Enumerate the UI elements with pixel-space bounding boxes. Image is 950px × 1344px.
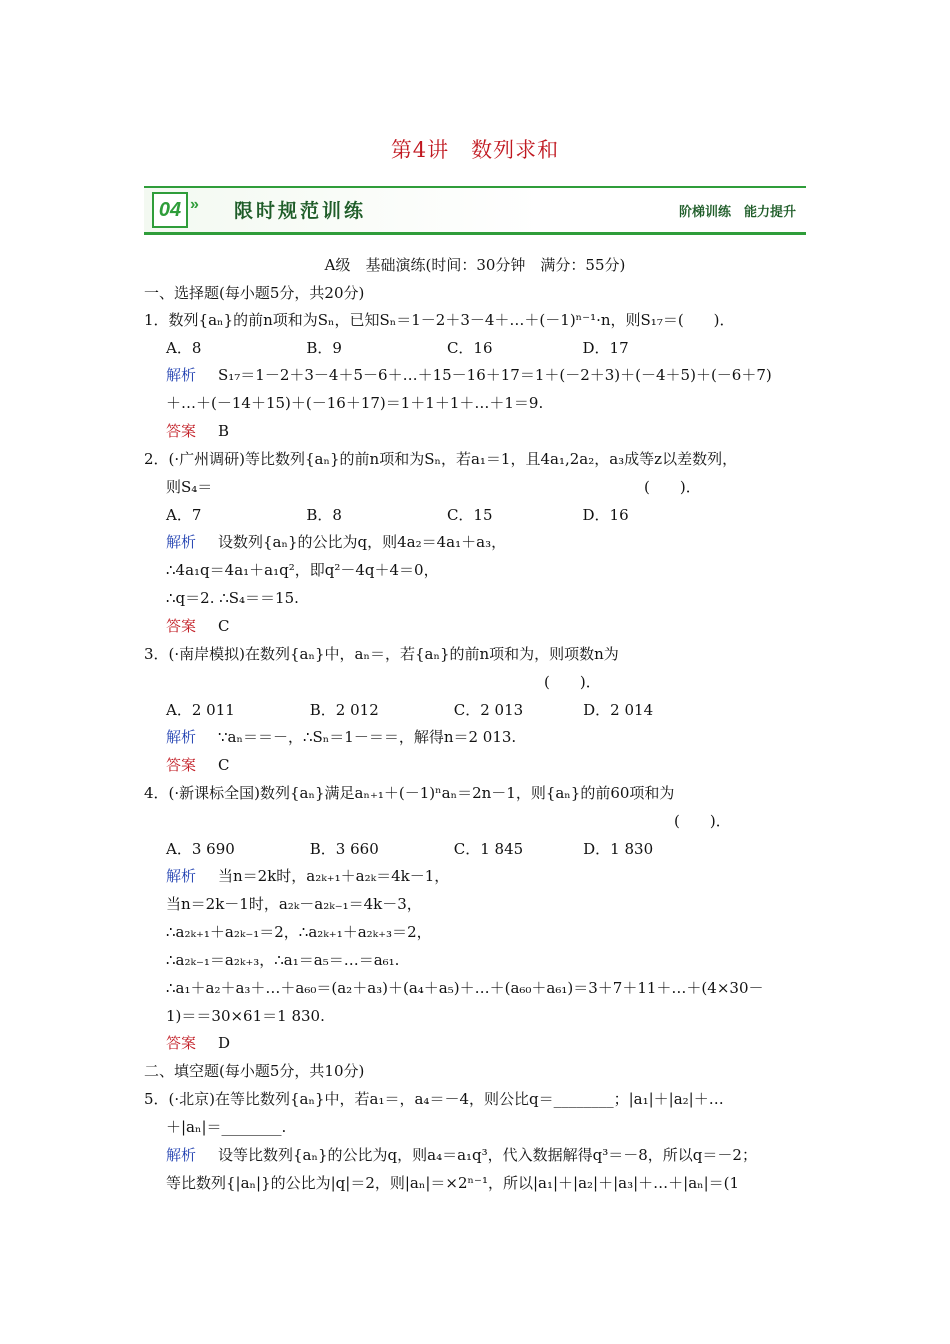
text-line: 2．(·广州调研)等比数列{aₙ}的前n项和为Sₙ，若a₁＝1，且4a₁,2a₂，a₃成等z以差数列， (144, 450, 738, 468)
text-line: ∴a₁＋a₂＋a₃＋…＋a₆₀＝(a₂＋a₃)＋(a₄＋a₅)＋…＋(a₆₀＋a₆₁)＝3＋7＋11＋…＋(4×30－ (166, 979, 764, 997)
text-line: A．7 B．8 C．15 D．16 (166, 506, 629, 524)
text-line: ∵aₙ＝＝－，∴Sₙ＝1－＝＝，解得n＝2 013. (218, 728, 517, 746)
chevron-icon: » (190, 196, 199, 213)
answer-label: 答案 (166, 756, 197, 774)
text-line: A．3 690 B．3 660 C．1 845 D．1 830 (166, 840, 654, 858)
text-line: 等比数列{|aₙ|}的公比为|q|＝2，则|aₙ|＝×2ⁿ⁻¹，所以|a₁|＋|a₂|＋|a₃|＋…＋|aₙ|＝(1 (166, 1174, 740, 1192)
answer-label: 答案 (166, 422, 197, 440)
text-line: 1．数列{aₙ}的前n项和为Sₙ，已知Sₙ＝1－2＋3－4＋…＋(－1)ⁿ⁻¹·n，则S₁₇＝( )． (144, 311, 735, 329)
section-banner (144, 186, 806, 235)
text-line: ( )． (674, 812, 731, 830)
text-line: S₁₇＝1－2＋3－4＋5－6＋…＋15－16＋17＝1＋(－2＋3)＋(－4＋5)＋(－6＋7) (218, 366, 772, 384)
banner-title: 限时规范训练 (234, 200, 367, 222)
answer-label: 答案 (166, 617, 197, 635)
text-line: 4．(·新课标全国)数列{aₙ}满足aₙ₊₁＋(－1)ⁿaₙ＝2n－1，则{aₙ}的前60项和为 (144, 784, 675, 802)
level-heading: A级 基础演练(时间：30分钟 满分：55分) (324, 256, 626, 274)
text-line: 则S₄＝ (166, 478, 213, 496)
text-line: C (218, 617, 230, 635)
text-line: A．8 B．9 C．16 D．17 (166, 339, 629, 357)
analysis-label: 解析 (166, 728, 197, 746)
analysis-label: 解析 (166, 366, 197, 384)
text-line: ( )． (644, 478, 701, 496)
text-line: ∴a₂ₖ₊₁＋a₂ₖ₋₁＝2，∴a₂ₖ₊₁＋a₂ₖ₊₃＝2， (166, 923, 432, 941)
text-line: ( )． (544, 673, 601, 691)
text-line: ＋|aₙ|＝________. (166, 1118, 287, 1136)
text-line: 设等比数列{aₙ}的公比为q，则a₄＝a₁q³，代入数据解得q³＝－8，所以q＝－2； (218, 1146, 757, 1164)
text-line: 当n＝2k－1时，a₂ₖ－a₂ₖ₋₁＝4k－3， (166, 895, 422, 913)
text-line: D (218, 1034, 231, 1052)
section-number-badge: 04 (152, 192, 188, 228)
analysis-label: 解析 (166, 533, 197, 551)
analysis-label: 解析 (166, 867, 197, 885)
answer-label: 答案 (166, 1034, 197, 1052)
text-line: A．2 011 B．2 012 C．2 013 D．2 014 (166, 701, 654, 719)
text-line: ＋…＋(－14＋15)＋(－16＋17)＝1＋1＋1＋…＋1＝9. (166, 394, 544, 412)
text-line: ∴4a₁q＝4a₁＋a₁q²，即q²－4q＋4＝0， (166, 561, 439, 579)
text-line: 设数列{aₙ}的公比为q，则4a₂＝4a₁＋a₃， (218, 533, 507, 551)
text-line: ∴q＝2. ∴S₄＝＝15. (166, 589, 299, 607)
analysis-label: 解析 (166, 1146, 197, 1164)
text-line: ∴a₂ₖ₋₁＝a₂ₖ₊₃，∴a₁＝a₅＝…＝a₆₁. (166, 951, 400, 969)
text-line: 1)＝＝30×61＝1 830. (166, 1007, 325, 1025)
text-line: 二、填空题(每小题5分，共10分) (144, 1062, 365, 1080)
text-line: C (218, 756, 230, 774)
page-title: 第4讲 数列求和 (390, 138, 560, 162)
text-line: 当n＝2k时，a₂ₖ₊₁＋a₂ₖ＝4k－1， (218, 867, 450, 885)
text-line: 5．(·北京)在等比数列{aₙ}中，若a₁＝，a₄＝－4，则公比q＝________；|a₁|＋|a₂|＋… (144, 1090, 724, 1108)
text-line: B (218, 422, 230, 440)
text-line: 3．(·南岸模拟)在数列{aₙ}中，aₙ＝，若{aₙ}的前n项和为，则项数n为 (144, 645, 619, 663)
text-line: 一、选择题(每小题5分，共20分) (144, 284, 365, 302)
banner-subtitle: 阶梯训练 能力提升 (678, 205, 796, 220)
